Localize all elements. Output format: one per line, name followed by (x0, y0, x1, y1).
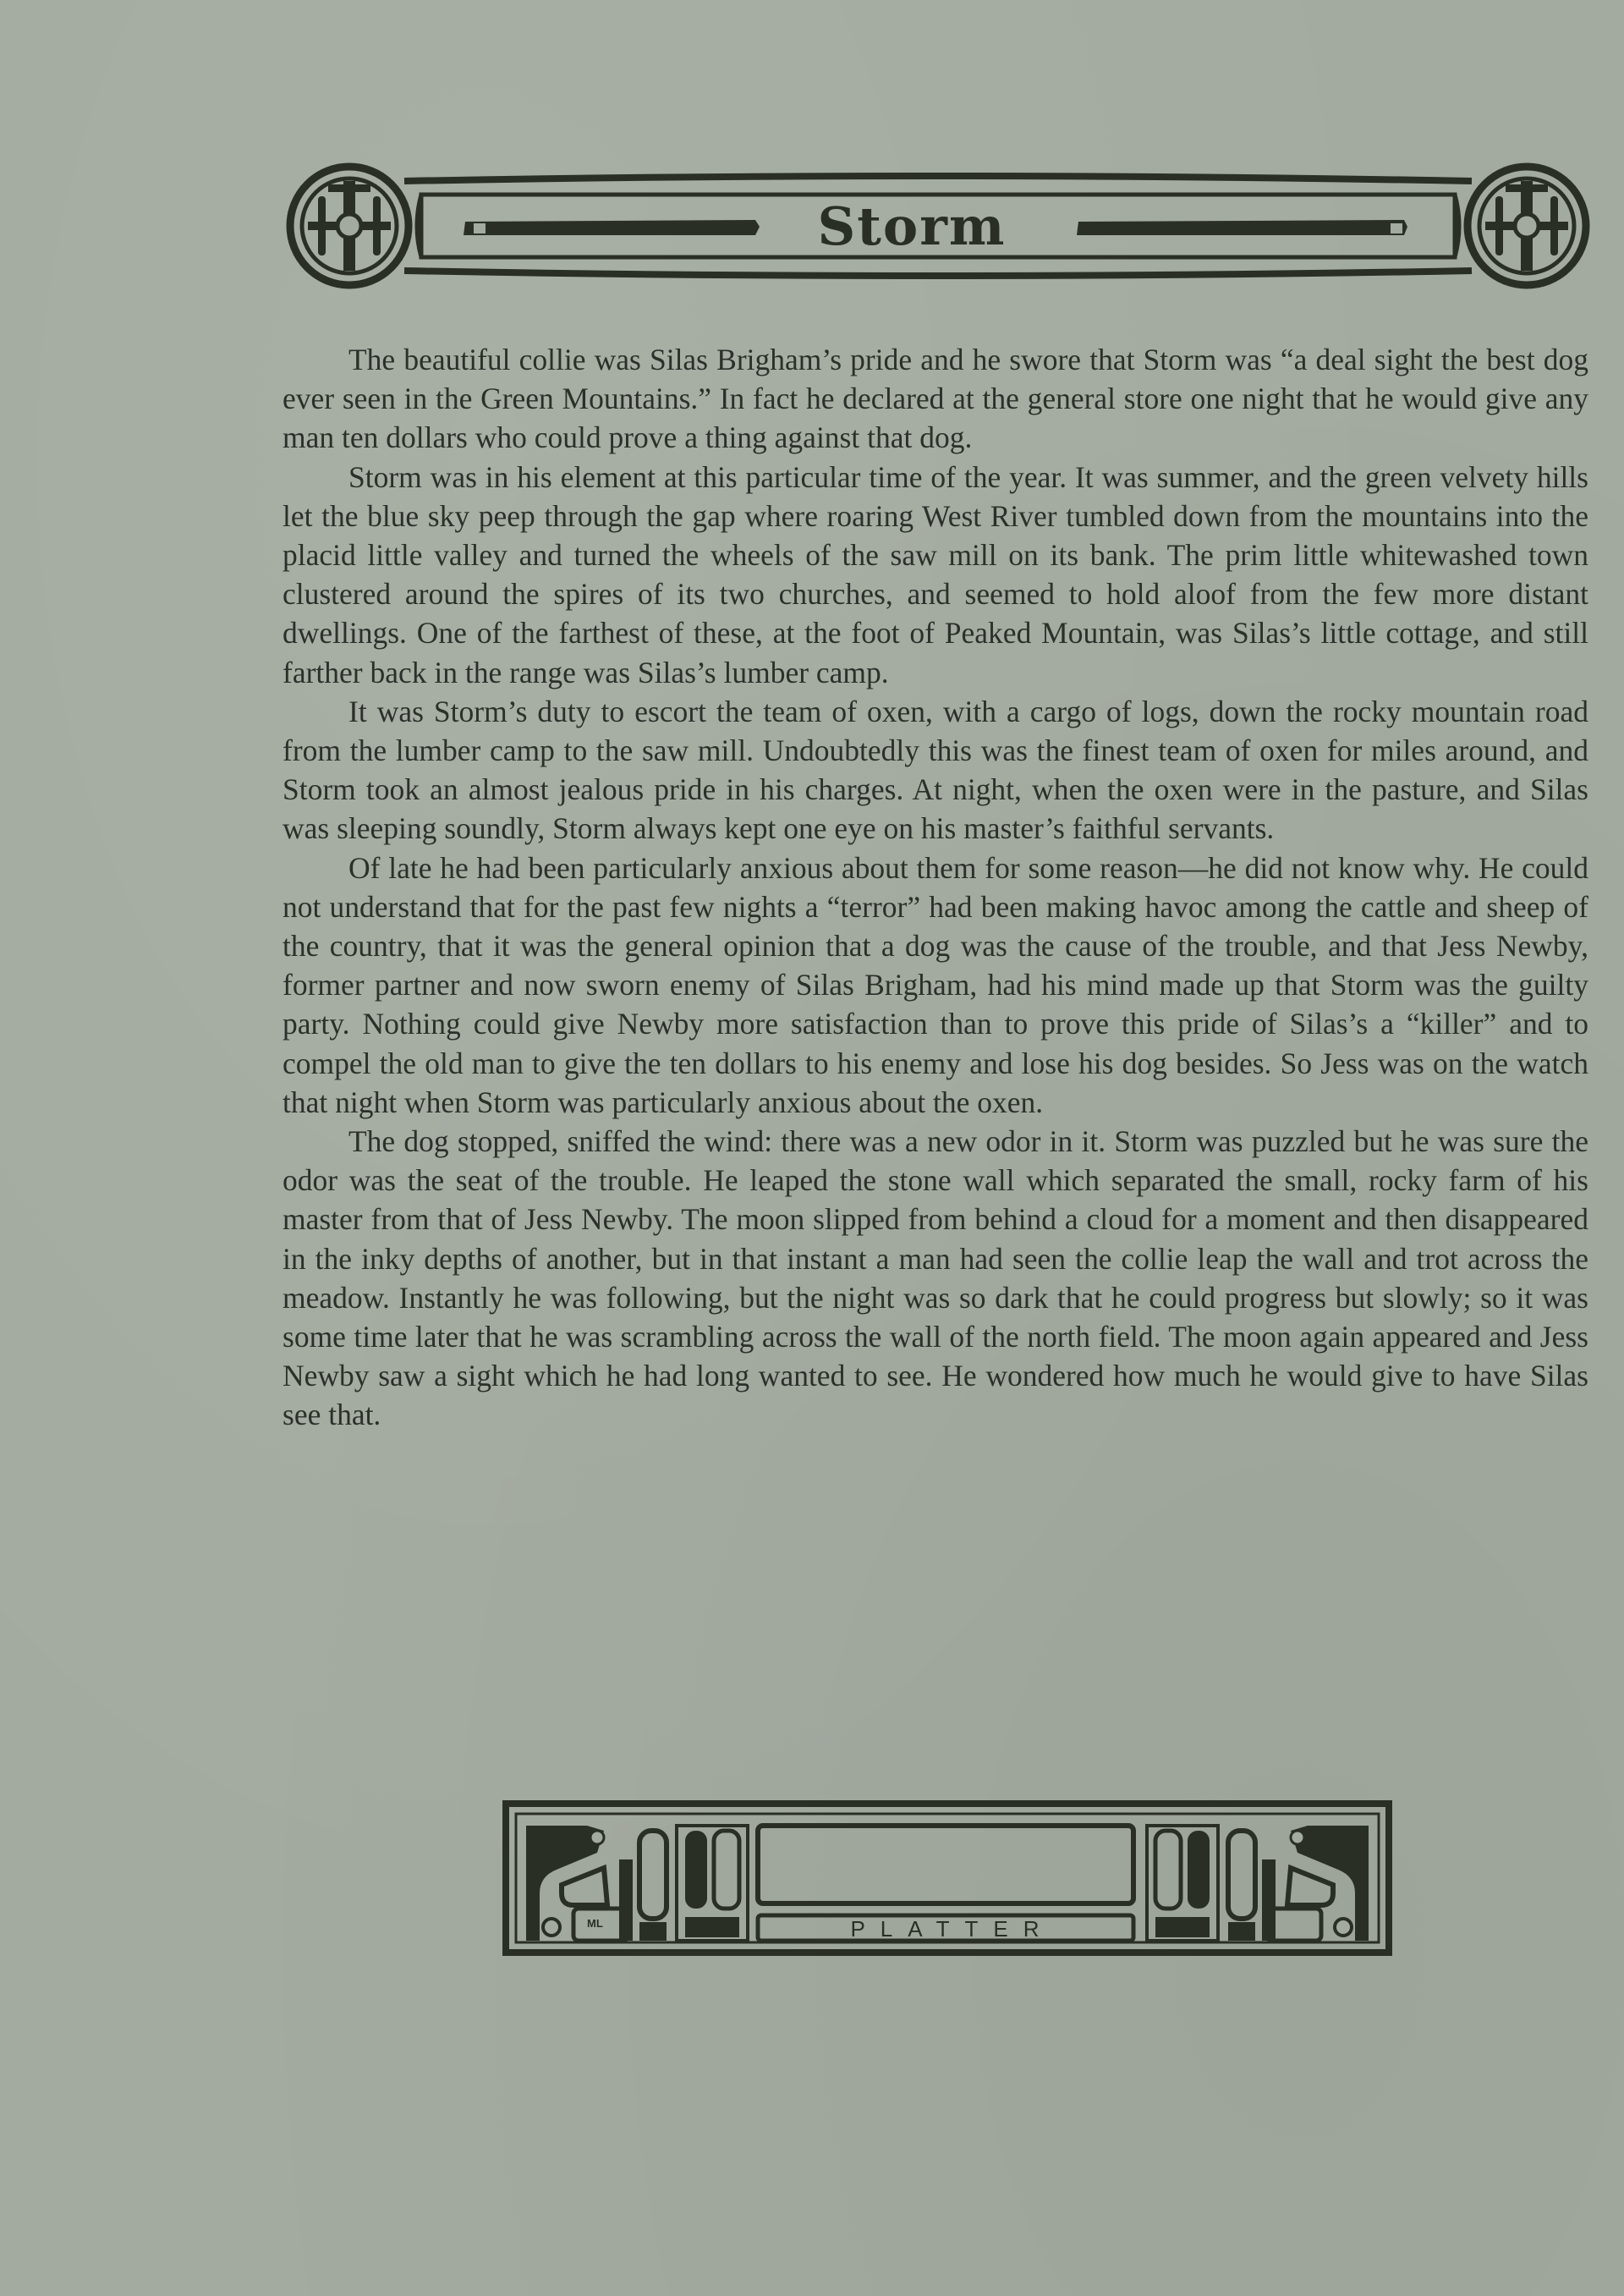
monogram: ML (587, 1917, 603, 1930)
story-body (283, 340, 1588, 1435)
page-title: Storm (817, 195, 1007, 257)
left-ornament-icon (526, 1826, 748, 1941)
story-paragraph: The dog stopped, sniffed the wind: there was a new odor in it. Storm was puzzled but he was sure the odor was the seat of the trouble. He leaped the stone wall which separated the small, rocky farm of his master from that of Jess Newby. The moon slipped from behind a cloud for a moment and then disappeared in the inky depths of another, but in that instant a man had seen the collie leap the wall and trot across the meadow. Instantly he was following, but the night was so dark that he could progress but slowly; so it was some time later that he was scrambling across the wall of the north field. The moon again appeared and Jess Newby saw a sight which he had long wanted to see. He wondered how much he would give to have Silas see that. (283, 1124, 1588, 1432)
title-banner (286, 162, 1590, 289)
story-paragraph: Of late he had been particularly anxious about them for some reason—he did not know why. He could not understand that for the past few nights a “terror” had been making havoc among the cattle and sheep of the country, that it was the general opinion that a dog was the cause of the trouble, and that Jess Newby, former partner and now sworn enemy of Silas Brigham, had his mind made up that Storm was the guilty party. Nothing could give Newby more satisfaction than to prove this pride of Silas’s a “killer” and to compel the old man to give the ten dollars to his enemy and lose his dog besides. So Jess was on the watch that night when Storm was particularly anxious about the oxen. (283, 850, 1588, 1119)
left-roundel-icon (290, 167, 409, 285)
story-paragraph: The beautiful collie was Silas Brigham’s pride and he swore that Storm was “a deal sight the best dog ever seen in the Green Mountains.” In fact he declared at the general store one night that he would give any man ten dollars who could prove a thing against that dog. (283, 343, 1588, 455)
story-paragraph: Storm was in his element at this particular time of the year. It was summer, and the green velvety hills let the blue sky peep through the gap where roaring West River tumbled down from the mountains into the placid little valley and turned the wheels of the saw mill on its bank. The prim little whitewashed town clustered around the spires of its two churches, and seemed to hold aloof from the few more distant dwellings. One of the farthest of these, at the foot of Peaked Mountain, was Silas’s little cottage, and still farther back in the range was Silas’s lumber camp. (283, 459, 1588, 689)
title-banner-ornament (286, 162, 1590, 289)
platter-label: PLATTER (850, 1916, 1055, 1942)
story-paragraph: It was Storm’s duty to escort the team of oxen, with a cargo of logs, down the rocky mountain road from the lumber camp to the saw mill. Undoubtedly this was the finest team of oxen for miles around, and Storm took an almost jealous pride in his charges. At night, when the oxen were in the pasture, and Silas was sleeping soundly, Storm always kept one eye on his master’s faithful servants. (283, 694, 1588, 846)
right-roundel-icon (1468, 167, 1586, 285)
footer-ornament (502, 1800, 1392, 1956)
right-ornament-icon (1147, 1826, 1369, 1941)
platter-ornament-icon (502, 1800, 1392, 1956)
